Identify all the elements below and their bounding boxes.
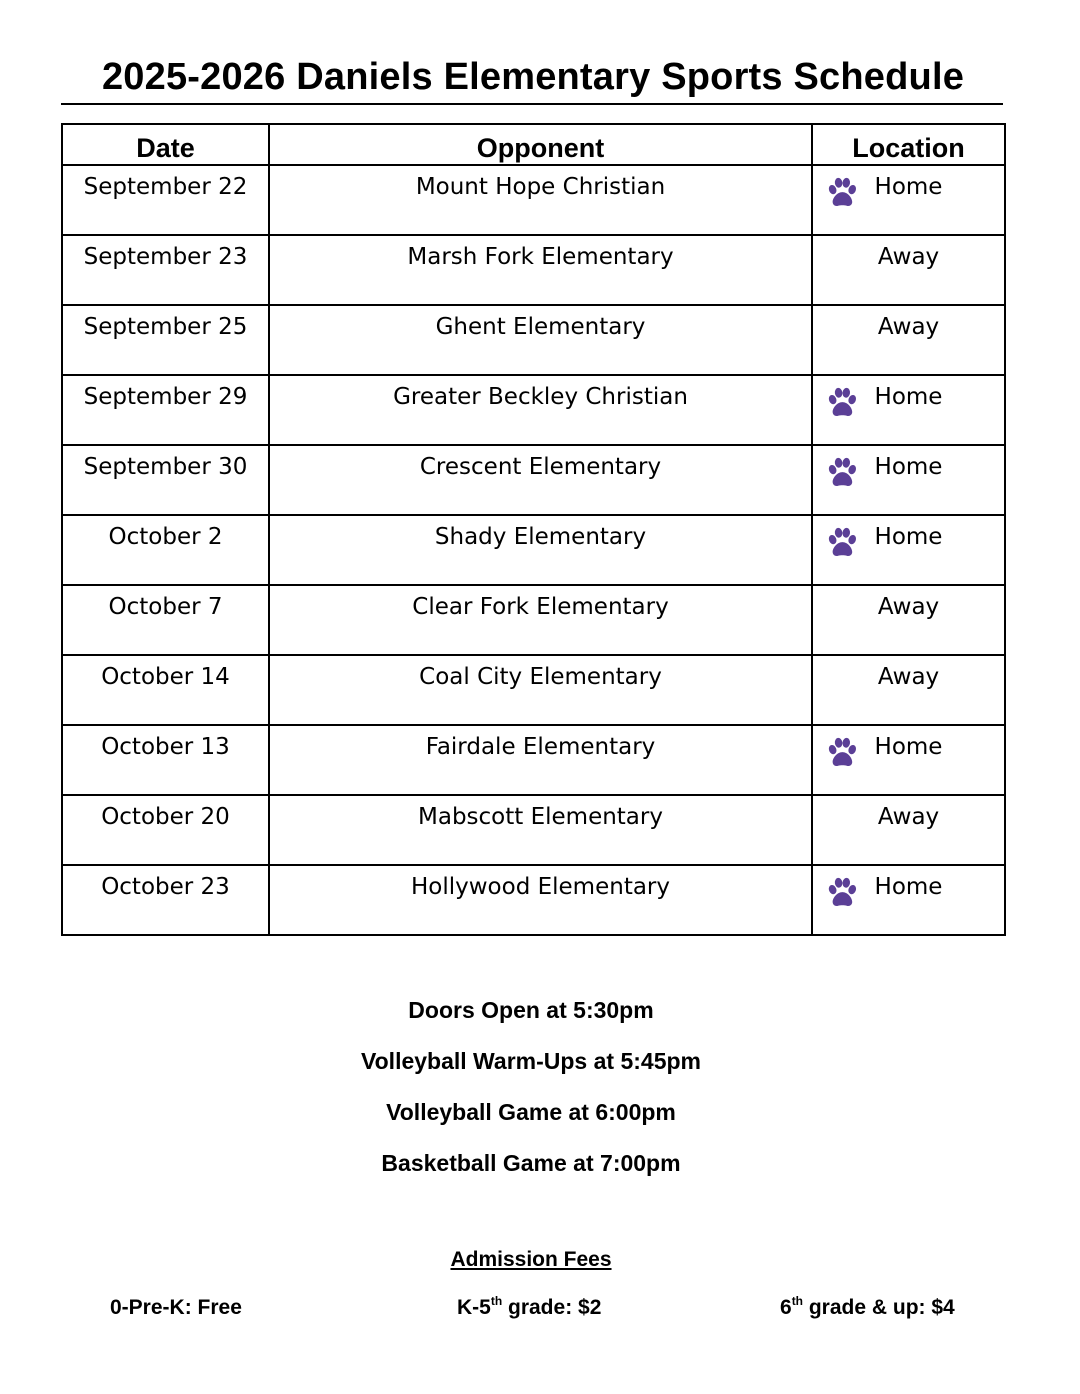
location-text: Away [877,664,940,690]
paw-print-icon [825,386,859,420]
date-cell: October 13 [62,725,269,795]
date-cell: October 2 [62,515,269,585]
table-row [62,515,1005,585]
location-cell [812,165,1005,235]
fee-6up-price: grade & up: $4 [803,1296,955,1319]
admission-fees-heading: Admission Fees [450,1248,612,1271]
table-row [62,305,1005,375]
location-text: Home [874,734,943,760]
opponent-cell: Hollywood Elementary [269,865,812,935]
date-cell: October 14 [62,655,269,725]
location-cell [812,795,1005,865]
location-cell [812,655,1005,725]
location-cell [812,725,1005,795]
opponent-cell: Shady Elementary [269,515,812,585]
fee-6up [780,1296,955,1320]
fee-k5-price: grade: $2 [502,1296,602,1319]
opponent-cell: Clear Fork Elementary [269,585,812,655]
volleyball-warmups-note: Volleyball Warm-Ups at 5:45pm [361,1048,701,1074]
date-cell: September 30 [62,445,269,515]
fee-6up-grade: 6 [780,1296,792,1319]
doors-open-note: Doors Open at 5:30pm [408,997,654,1023]
location-text: Home [874,524,943,550]
fee-k5 [457,1296,601,1320]
basketball-game-note: Basketball Game at 7:00pm [381,1150,681,1176]
location-text: Home [874,454,943,480]
fee-6up-ordinal: th [791,1294,804,1308]
location-cell [812,375,1005,445]
table-row [62,165,1005,235]
fee-prek [110,1296,242,1320]
paw-print-icon [825,736,859,770]
table-row [62,585,1005,655]
table-header-row [62,124,1005,165]
table-row [62,865,1005,935]
paw-print-icon [825,456,859,490]
table-row [62,795,1005,865]
date-cell: October 20 [62,795,269,865]
paw-print-icon [825,876,859,910]
table-row [62,445,1005,515]
volleyball-game-note: Volleyball Game at 6:00pm [386,1099,676,1125]
table-row [62,655,1005,725]
fee-k5-ordinal: th [490,1294,503,1308]
opponent-cell: Mount Hope Christian [269,165,812,235]
opponent-cell: Ghent Elementary [269,305,812,375]
date-cell: September 22 [62,165,269,235]
page-title: 2025-2026 Daniels Elementary Sports Schedule [101,56,965,98]
opponent-cell: Mabscott Elementary [269,795,812,865]
opponent-cell: Marsh Fork Elementary [269,235,812,305]
date-cell: October 23 [62,865,269,935]
game-times [0,995,1062,1199]
fee-k5-grade: K-5 [457,1296,491,1319]
column-header-date: Date [62,124,269,165]
table-row [62,725,1005,795]
location-text: Away [877,804,940,830]
title-underline [61,103,1003,105]
opponent-cell: Crescent Elementary [269,445,812,515]
location-cell [812,585,1005,655]
location-text: Home [874,874,943,900]
column-header-opponent: Opponent [269,124,812,165]
column-header-location: Location [812,124,1005,165]
location-text: Away [877,244,940,270]
location-text: Home [874,384,943,410]
date-cell: September 23 [62,235,269,305]
schedule-table [61,123,1006,936]
date-cell: October 7 [62,585,269,655]
location-text: Home [874,174,943,200]
location-cell [812,865,1005,935]
paw-print-icon [825,526,859,560]
location-text: Away [877,314,940,340]
fee-prek-text: 0-Pre-K: Free [110,1296,242,1319]
location-cell [812,305,1005,375]
location-text: Away [877,594,940,620]
paw-print-icon [825,176,859,210]
location-cell [812,445,1005,515]
opponent-cell: Fairdale Elementary [269,725,812,795]
date-cell: September 25 [62,305,269,375]
opponent-cell: Coal City Elementary [269,655,812,725]
opponent-cell: Greater Beckley Christian [269,375,812,445]
location-cell [812,515,1005,585]
table-row [62,235,1005,305]
date-cell: September 29 [62,375,269,445]
table-row [62,375,1005,445]
schedule-body [62,165,1005,935]
location-cell [812,235,1005,305]
